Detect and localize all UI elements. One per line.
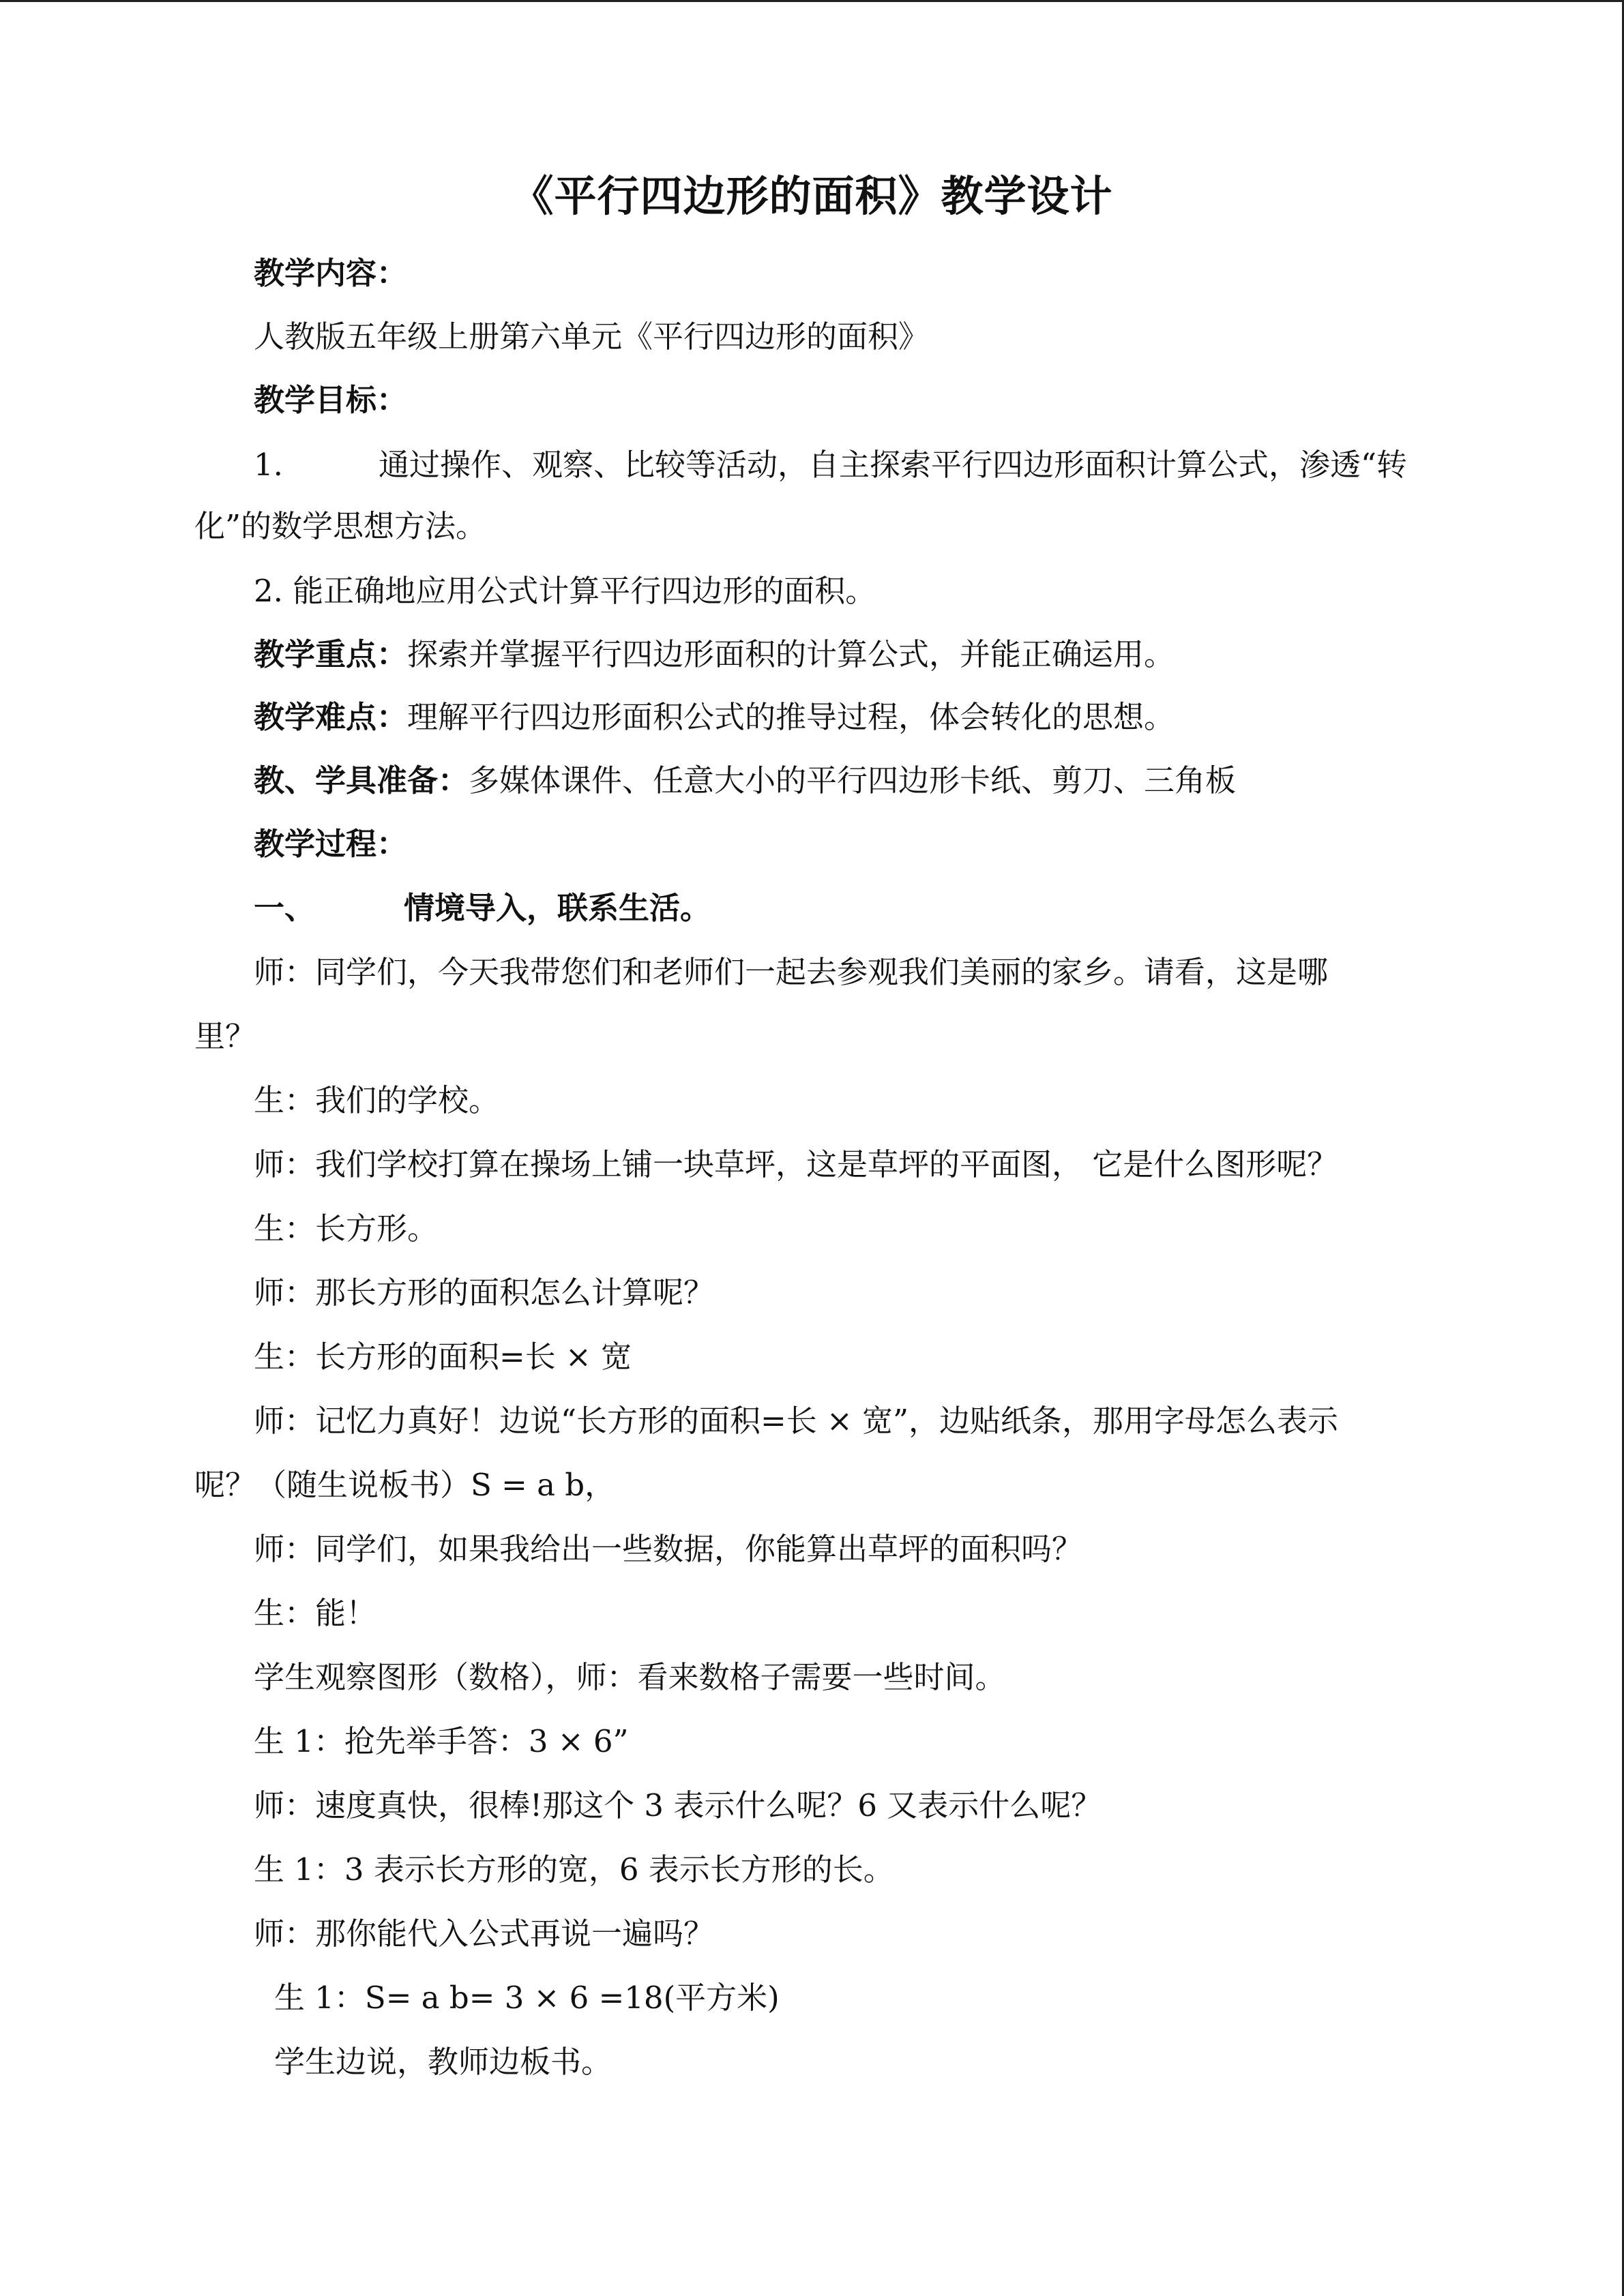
key-label: 教学重点： (254, 636, 408, 672)
dialogue-line: 学生边说，教师边板书。 (274, 2044, 612, 2080)
dialogue-line: 师：同学们，今天我带您们和老师们一起去参观我们美丽的家乡。请看，这是哪 (254, 954, 1329, 990)
tools-text: 多媒体课件、任意大小的平行四边形卡纸、剪刀、三角板 (469, 762, 1237, 799)
tools-prep (254, 759, 1236, 803)
dialogue-line: 师：速度真快，很棒!那这个 3 表示什么呢？6 又表示什么呢？ (254, 1787, 1102, 1823)
goal-1 (254, 443, 1407, 487)
goal-1-continuation: 化”的数学思想方法。 (194, 508, 487, 544)
dialogue-line: 生：我们的学校。 (254, 1082, 500, 1118)
dialogue-line: 师：同学们，如果我给出一些数据，你能算出草坪的面积吗？ (254, 1531, 1083, 1567)
goal-1-text: 通过操作、观察、比较等活动，自主探索平行四边形面积计算公式，渗透“转 (378, 447, 1407, 483)
process-label: 教学过程： (254, 826, 408, 862)
dialogue-line: 学生观察图形（数格），师：看来数格子需要一些时间。 (254, 1659, 1006, 1695)
section-1-title: 情境导入，联系生活。 (404, 890, 711, 926)
dialogue-line: 生：长方形的面积=长 × 宽 (254, 1339, 632, 1375)
tools-label: 教、学具准备： (254, 762, 469, 799)
dialogue-line: 里？ (194, 1018, 256, 1054)
section-1-number: 一、 (254, 890, 316, 926)
dialogue-line: 师：记忆力真好！边说“长方形的面积=长 × 宽”，边贴纸条，那用字母怎么表示 (254, 1403, 1339, 1439)
key-text: 探索并掌握平行四边形面积的计算公式，并能正确运用。 (407, 636, 1175, 672)
dialogue-line: 生：长方形。 (254, 1210, 439, 1247)
dialogue-line: 生 1：抢先举手答：3 × 6” (254, 1723, 629, 1759)
dialogue-line: 生 1：3 表示长方形的宽，6 表示长方形的长。 (254, 1851, 894, 1888)
goal-2: 2. 能正确地应用公式计算平行四边形的面积。 (254, 573, 876, 609)
difficulty-point (254, 696, 1175, 739)
dialogue-line: 师：那你能代入公式再说一遍吗？ (254, 1915, 715, 1952)
section-1-heading (254, 886, 711, 930)
difficulty-text: 理解平行四边形面积公式的推导过程，体会转化的思想。 (407, 699, 1175, 735)
dialogue-line: 师：我们学校打算在操场上铺一块草坪，这是草坪的平面图， 它是什么图形呢？ (254, 1146, 1338, 1182)
difficulty-label: 教学难点： (254, 699, 408, 735)
page-border-top (0, 0, 1624, 2)
dialogue-line: 生 1：S= a b= 3 × 6 =18(平方米) (274, 1980, 780, 2016)
goals-label: 教学目标： (254, 382, 408, 418)
dialogue-line: 师：那长方形的面积怎么计算呢？ (254, 1274, 715, 1311)
document-title: 《平行四边形的面积》教学设计 (511, 171, 1113, 221)
dialogue-line: 生：能！ (254, 1595, 377, 1631)
key-point (254, 633, 1175, 676)
content-label: 教学内容： (254, 255, 408, 291)
dialogue-line: 呢？（随生说板书）S = a b， (194, 1467, 616, 1503)
goal-1-number: 1. (254, 447, 283, 483)
content-text: 人教版五年级上册第六单元《平行四边形的面积》 (254, 318, 930, 355)
